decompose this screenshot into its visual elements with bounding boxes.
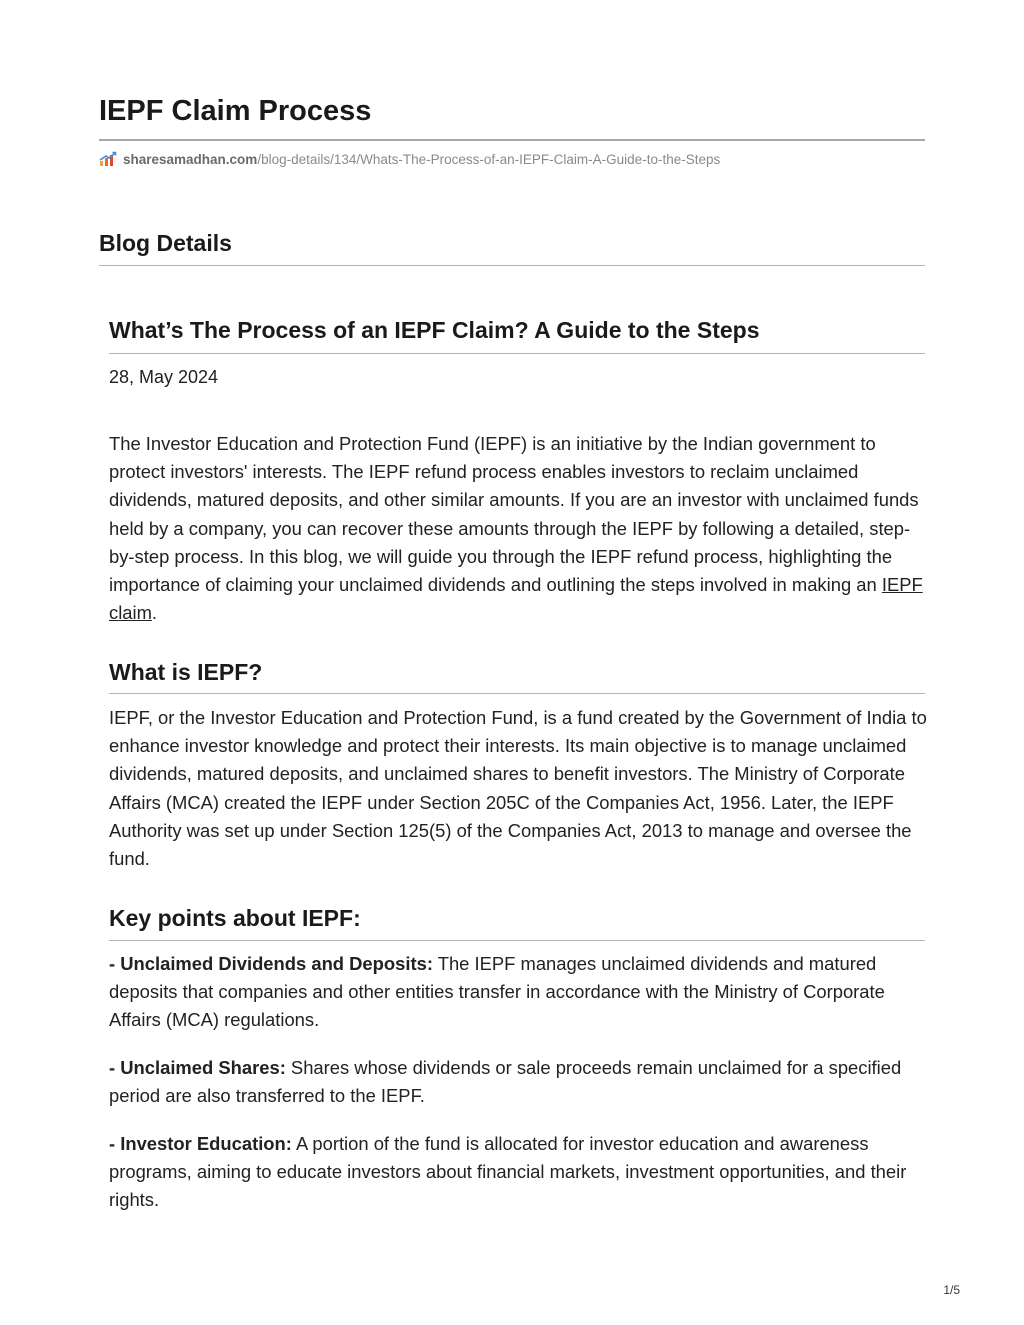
key-points-divider: [109, 940, 925, 941]
key-point-item: [109, 1130, 929, 1215]
source-domain[interactable]: sharesamadhan.com: [123, 151, 258, 167]
section-title: Blog Details: [99, 230, 232, 256]
what-is-divider: [109, 693, 925, 694]
source-url[interactable]: [99, 150, 720, 168]
section-divider: [99, 265, 925, 266]
key-point-label: - Investor Education:: [109, 1133, 292, 1154]
key-point-item: [109, 1054, 929, 1110]
article-title: What’s The Process of an IEPF Claim? A Guide to the Steps: [109, 317, 760, 343]
source-path[interactable]: /blog-details/134/Whats-The-Process-of-an-IEPF-Claim-A-Guide-to-the-Steps: [257, 151, 721, 167]
article-date: 28, May 2024: [109, 367, 219, 387]
chart-arrow-icon: [99, 151, 117, 167]
key-point-label: - Unclaimed Dividends and Deposits:: [109, 953, 433, 974]
key-point-text: A portion of the fund is allocated for investor education and awareness programs, aiming to educate investors about financial markets, investment opportunities, and their rights.: [109, 1133, 907, 1211]
iepf-claim-link[interactable]: IEPF claim: [109, 574, 923, 624]
key-point-item: [109, 950, 929, 1035]
key-points-heading: Key points about IEPF:: [109, 905, 361, 931]
page-number: 1/5: [943, 1283, 960, 1297]
intro-paragraph: [109, 430, 929, 627]
key-point-text: The IEPF manages unclaimed dividends and matured deposits that companies and other entities transfer in accordance with the Ministry of Corporate Affairs (MCA) regulations.: [109, 953, 885, 1031]
intro-text-end: .: [151, 602, 158, 624]
intro-text: The Investor Education and Protection Fund (IEPF) is an initiative by the Indian government to protect investors' interests. The IEPF refund process enables investors to reclaim unclaimed dividends, matured deposits, and other similar amounts. If you are an investor with unclaimed funds held by a company, you can recover these amounts through the IEPF by following a detailed, step-by-step process. In this blog, we will guide you through the IEPF refund process, highlighting the importance of claiming your unclaimed dividends and outlining the steps involved in making an: [109, 433, 919, 596]
what-is-iepf-heading: What is IEPF?: [109, 659, 263, 685]
key-point-label: - Unclaimed Shares:: [109, 1057, 286, 1078]
what-is-paragraph: IEPF, or the Investor Education and Protection Fund, is a fund created by the Government of India to enhance investor knowledge and protect their interests. Its main objective is to manage unclaimed dividends, matured deposits, and unclaimed shares to benefit investors. The Ministry of Corporate Affairs (MCA) created the IEPF under Section 205C of the Companies Act, 1956. Later, the IEPF Authority was set up under Section 125(5) of the Companies Act, 2013 to manage and oversee the fund.: [109, 707, 927, 870]
article-title-divider: [109, 353, 925, 354]
page-title: IEPF Claim Process: [99, 95, 372, 127]
key-point-text: Shares whose dividends or sale proceeds remain unclaimed for a specified period are also transferred to the IEPF.: [109, 1057, 902, 1107]
title-divider: [99, 139, 925, 141]
